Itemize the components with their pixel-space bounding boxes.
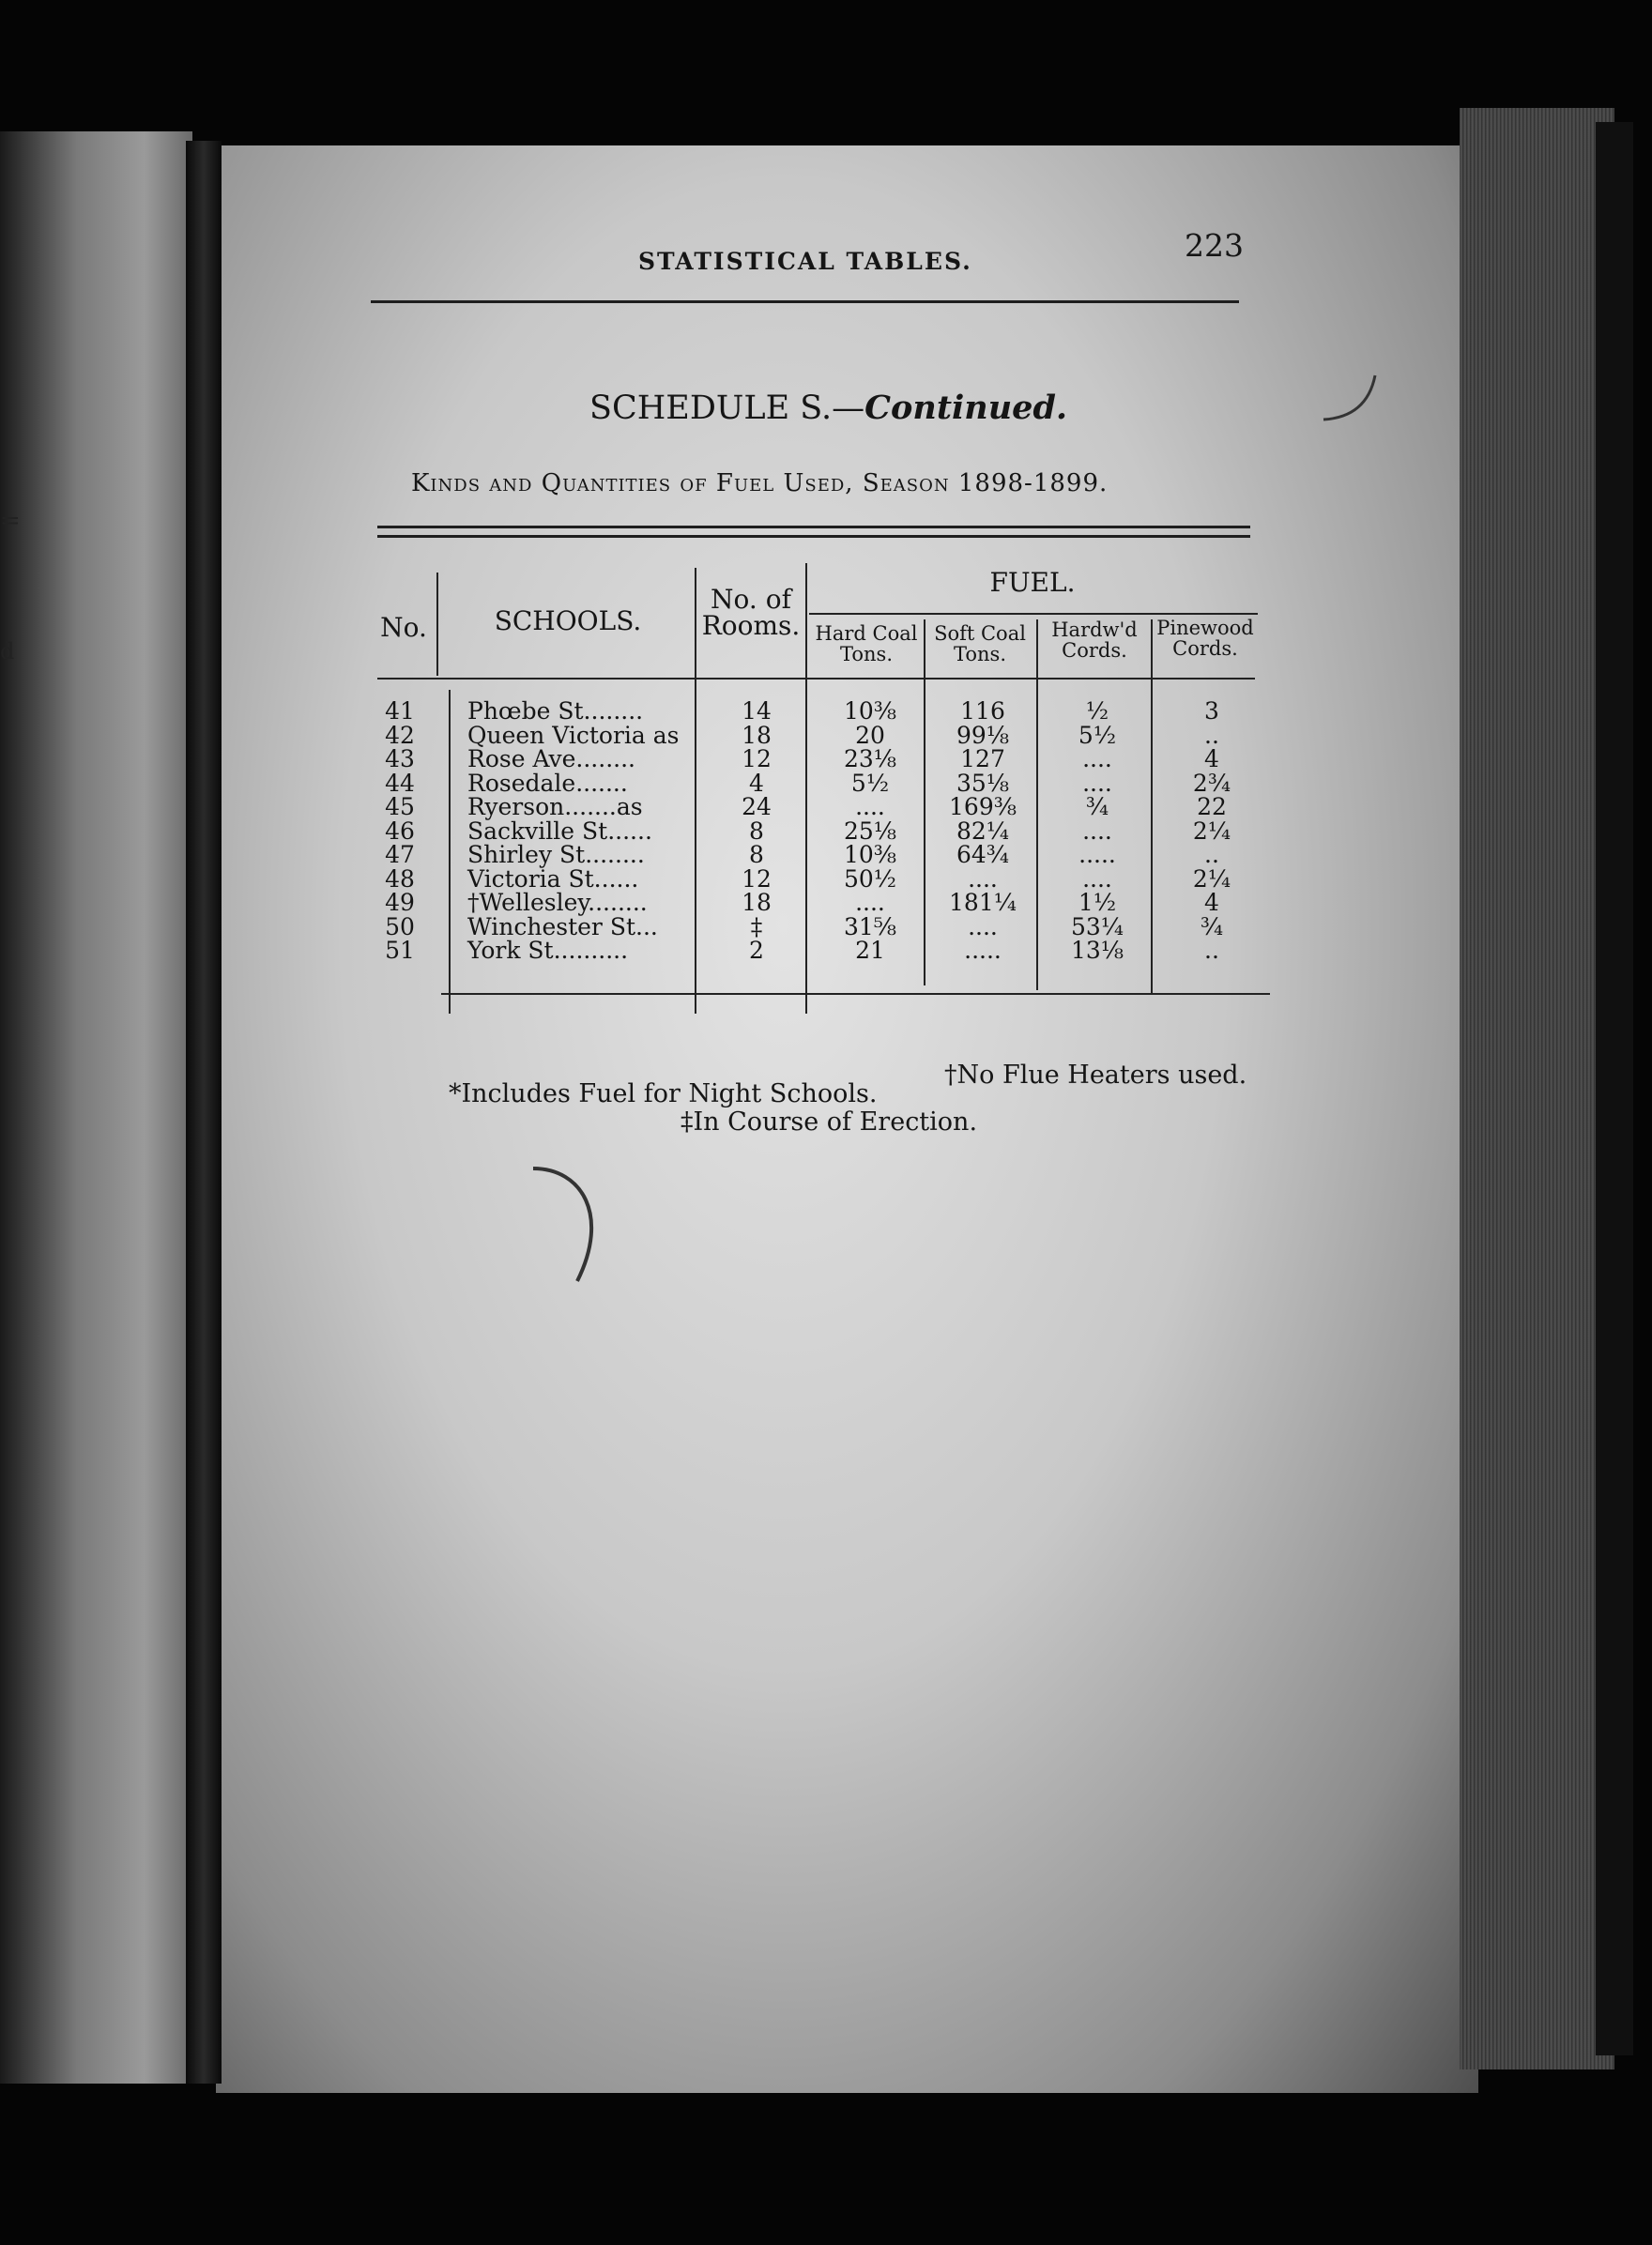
table-row	[372, 795, 1273, 818]
header-pine-line1: Pinewood	[1156, 617, 1254, 639]
row-soft-coal: 82¼	[956, 817, 1010, 845]
header-hard-line1: Hard Coal	[815, 622, 918, 645]
row-no: 48	[385, 864, 415, 893]
row-school: Winchester St...	[467, 912, 658, 940]
row-soft-coal: 169⅜	[949, 793, 1017, 820]
row-rooms: 12	[742, 745, 772, 772]
header-soft-line2: Tons.	[954, 643, 1006, 666]
row-soft-coal: 35⅛	[956, 769, 1010, 797]
row-school: Ryerson.......as	[467, 793, 643, 820]
pencil-tick	[1319, 371, 1384, 436]
header-rooms	[699, 584, 803, 641]
table-top-rule	[377, 526, 1250, 528]
header-rooms-line2: Rooms.	[701, 610, 801, 641]
row-pinewood: ..	[1204, 721, 1219, 749]
table-row	[372, 891, 1273, 914]
row-hardwood: 13⅛	[1070, 937, 1124, 964]
row-soft-coal: 99⅛	[956, 721, 1010, 749]
row-hard-coal: 50½	[843, 864, 897, 893]
footnote-night-schools: *Includes Fuel for Night Schools.	[449, 1079, 878, 1108]
row-school: Sackville St......	[467, 817, 652, 845]
row-soft-coal: 127	[960, 745, 1005, 772]
row-pinewood: 3	[1204, 697, 1219, 725]
row-school: Phœbe St........	[467, 697, 644, 725]
row-rooms: 12	[742, 864, 772, 893]
row-hardwood: ....	[1082, 817, 1112, 845]
row-no: 44	[385, 769, 415, 797]
row-school: Queen Victoria as	[467, 721, 680, 749]
row-school: Shirley St........	[467, 841, 645, 868]
header-no: No.	[380, 612, 427, 643]
header-pinewood	[1153, 618, 1258, 659]
table-row	[372, 819, 1273, 843]
page-number: 223	[1185, 227, 1244, 264]
book-spine-gutter	[186, 141, 222, 2084]
table-row	[372, 939, 1273, 962]
left-page-edge	[0, 131, 192, 2084]
row-hardwood: 1½	[1078, 889, 1117, 916]
header-hard-coal	[811, 623, 922, 664]
row-soft-coal: ....	[968, 912, 998, 940]
table-top-rule-2	[377, 535, 1250, 538]
header-hw-line1: Hardw'd	[1051, 619, 1138, 641]
row-rooms: 14	[742, 697, 772, 725]
row-pinewood: ..	[1204, 937, 1219, 964]
row-hard-coal: 20	[855, 721, 885, 749]
row-hard-coal: ....	[855, 889, 885, 916]
row-rooms: 4	[749, 769, 764, 797]
row-hard-coal: 10⅜	[843, 841, 897, 868]
row-no: 51	[385, 937, 415, 964]
footnote-in-erection: ‡In Course of Erection.	[681, 1107, 978, 1137]
table-subtitle: Kinds and Quantities of Fuel Used, Season 1898-1899.	[411, 469, 1109, 497]
header-soft-coal	[925, 623, 1034, 664]
row-hard-coal: 31⅝	[843, 912, 897, 940]
row-school: †Wellesley........	[467, 889, 648, 916]
row-no: 45	[385, 793, 415, 820]
row-no: 47	[385, 841, 415, 868]
row-soft-coal: 64¾	[956, 841, 1010, 868]
header-hw-line2: Cords.	[1062, 639, 1127, 663]
row-soft-coal: ....	[968, 864, 998, 893]
header-soft-line1: Soft Coal	[934, 622, 1026, 645]
row-pinewood: 2¼	[1192, 864, 1231, 893]
header-hardwood	[1038, 619, 1151, 661]
table-row	[372, 721, 1273, 749]
row-pinewood: 4	[1204, 745, 1219, 772]
left-page-fragment: d	[0, 638, 15, 664]
row-rooms: ‡	[750, 912, 763, 940]
pencil-mark	[526, 1159, 629, 1290]
table-row	[372, 747, 1273, 771]
header-bottom-rule	[377, 678, 1255, 680]
row-no: 43	[385, 745, 415, 772]
row-hardwood: ½	[1085, 697, 1109, 725]
column-separator	[436, 573, 438, 676]
schedule-title	[589, 389, 1067, 427]
row-hard-coal: 23⅛	[843, 745, 897, 772]
header-rule	[371, 300, 1239, 303]
row-no: 46	[385, 817, 415, 845]
table-row	[372, 771, 1273, 795]
row-pinewood: 4	[1204, 889, 1219, 916]
row-no: 42	[385, 721, 415, 749]
row-pinewood: ¾	[1200, 912, 1224, 940]
row-pinewood: 22	[1197, 793, 1227, 820]
row-hard-coal: 10⅜	[843, 697, 897, 725]
row-pinewood: ..	[1204, 841, 1219, 868]
row-hardwood: 5½	[1078, 721, 1117, 749]
running-head: STATISTICAL TABLES.	[638, 248, 972, 275]
row-school: Rose Ave........	[467, 745, 635, 772]
row-hardwood: ....	[1082, 745, 1112, 772]
footnote-no-flue-heaters: †No Flue Heaters used.	[944, 1061, 1247, 1090]
header-hard-line2: Tons.	[840, 643, 893, 666]
title-continued: Continued.	[864, 389, 1068, 427]
title-main: SCHEDULE S.—	[589, 389, 865, 427]
row-hard-coal: 21	[855, 937, 885, 964]
row-hardwood: .....	[1078, 841, 1116, 868]
header-pine-line2: Cords.	[1172, 637, 1238, 661]
table-row	[372, 864, 1273, 893]
row-rooms: 8	[749, 841, 764, 868]
row-pinewood: 2¾	[1192, 769, 1231, 797]
header-schools: SCHOOLS.	[494, 605, 642, 636]
row-soft-coal: 116	[960, 697, 1005, 725]
row-no: 41	[385, 697, 415, 725]
row-hardwood: 53¼	[1070, 912, 1124, 940]
header-rooms-line1: No. of	[711, 584, 791, 615]
row-rooms: 8	[749, 817, 764, 845]
page-edges	[1460, 108, 1614, 2069]
table-bottom-rule	[441, 993, 1270, 995]
row-hardwood: ¾	[1085, 793, 1109, 820]
row-school: Victoria St......	[467, 864, 639, 893]
row-rooms: 18	[742, 889, 772, 916]
table-row	[372, 912, 1273, 940]
book-cover-edge	[1596, 122, 1633, 2055]
table-row	[372, 699, 1273, 723]
row-hardwood: ....	[1082, 769, 1112, 797]
row-hard-coal: ....	[855, 793, 885, 820]
row-no: 50	[385, 912, 415, 940]
row-rooms: 24	[742, 793, 772, 820]
row-soft-coal: .....	[964, 937, 1002, 964]
row-soft-coal: 181¼	[949, 889, 1017, 916]
row-hard-coal: 25⅛	[843, 817, 897, 845]
row-no: 49	[385, 889, 415, 916]
row-rooms: 18	[742, 721, 772, 749]
row-school: York St..........	[467, 937, 629, 964]
row-school: Rosedale.......	[467, 769, 628, 797]
row-hardwood: ....	[1082, 864, 1112, 893]
table-row	[372, 843, 1273, 866]
header-fuel: FUEL.	[989, 567, 1076, 598]
fuel-header-rule	[809, 613, 1258, 615]
row-pinewood: 2¼	[1192, 817, 1231, 845]
row-hard-coal: 5½	[850, 769, 890, 797]
left-page-fragment: =	[0, 507, 21, 535]
row-rooms: 2	[749, 937, 764, 964]
